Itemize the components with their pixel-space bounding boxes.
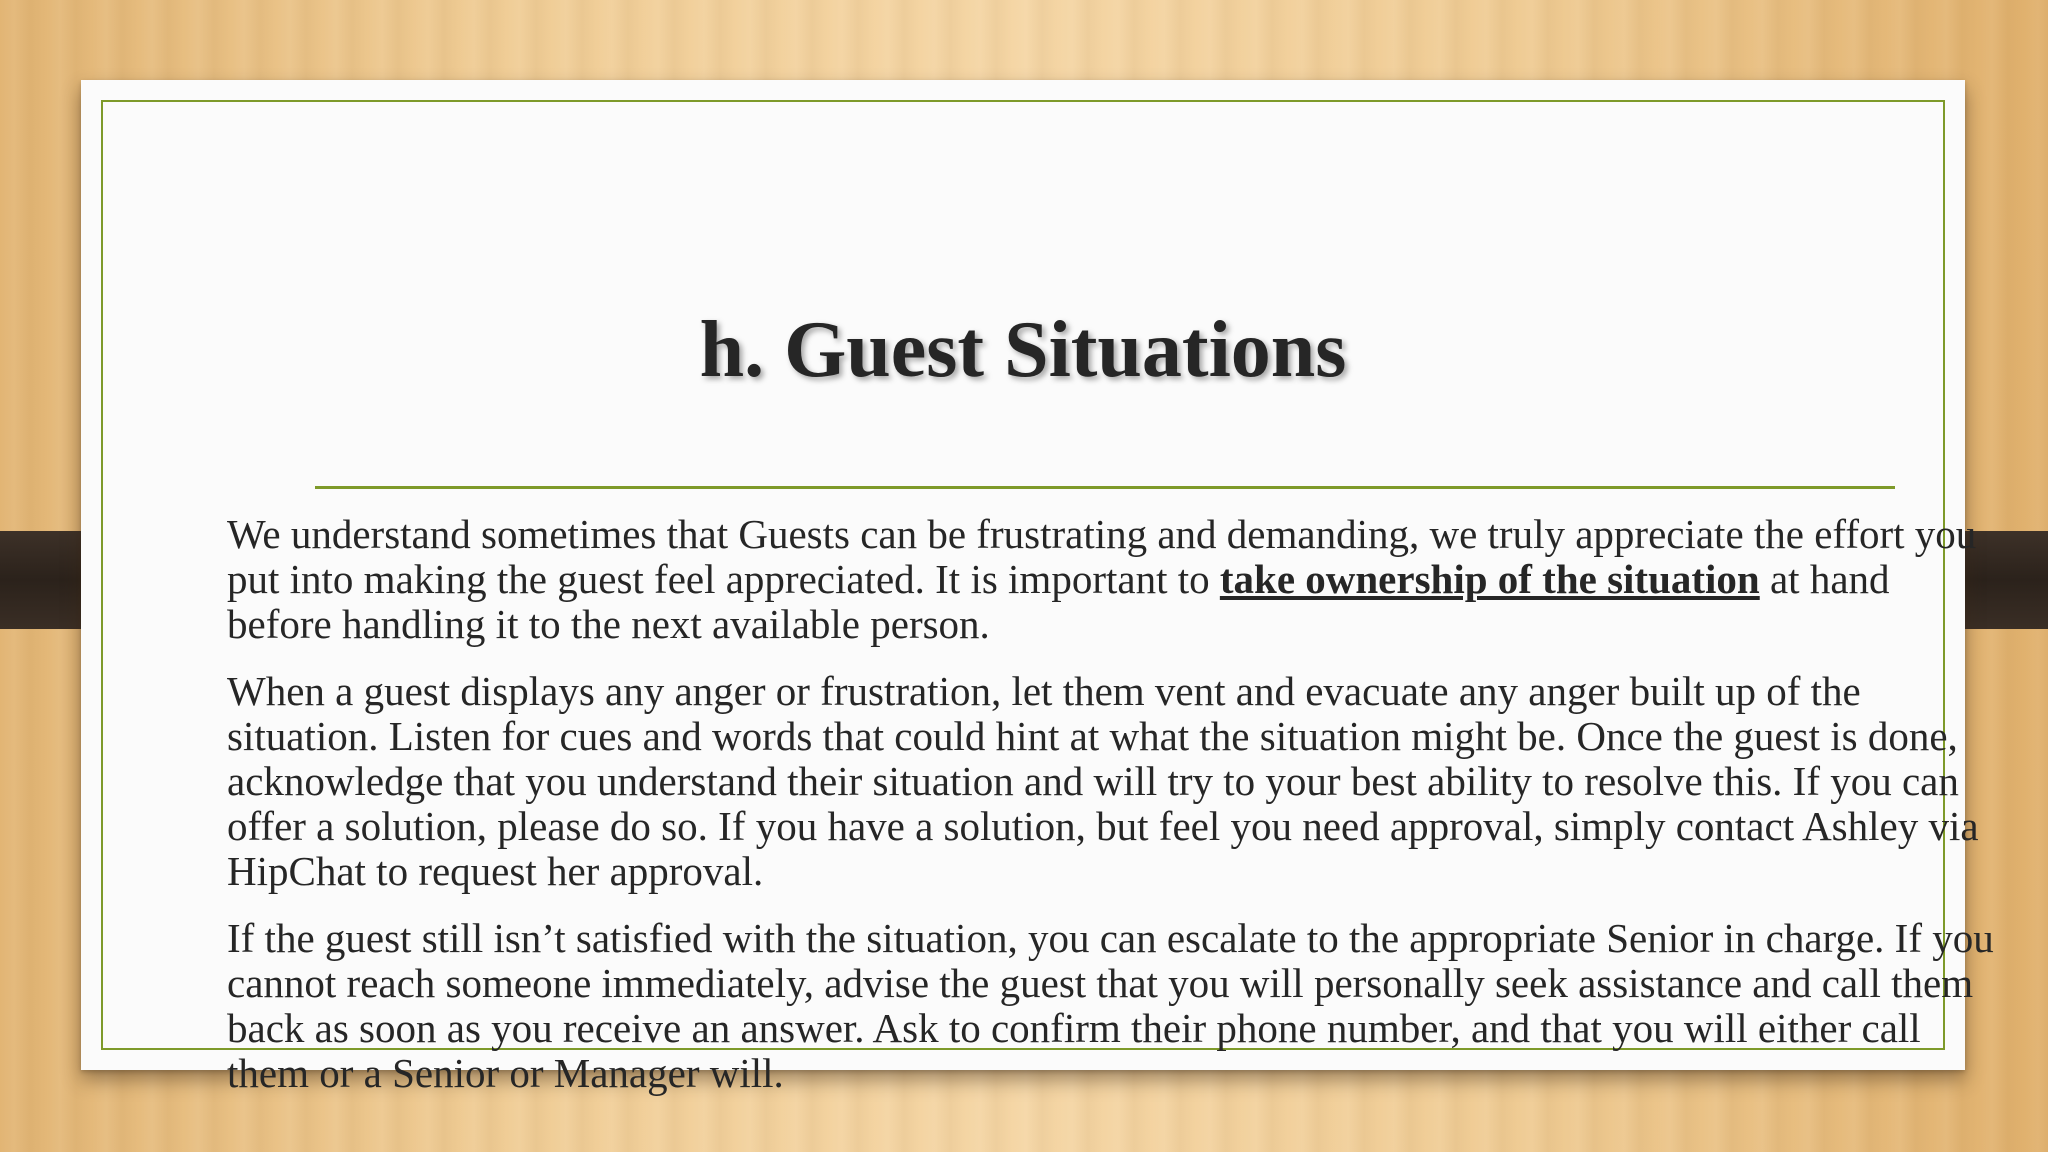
paragraph-anger-handling: When a guest displays any anger or frustration, let them vent and evacuate any anger built up of the situation. Listen for cues and words that could hint at what the situation might be. Once the guest is done, acknowledge that you understand their situation and will try to your best ability to resolve this. If you can offer a solution, please do so. If you have a solution, but feel you need approval, simply contact Ashley via HipChat to request her approval. bbox=[227, 668, 1979, 894]
slide-title: h. Guest Situations bbox=[699, 306, 1347, 394]
slide-body bbox=[227, 512, 1997, 1118]
paragraph-ownership-start: We understand sometimes that Guests can be frustrating and demanding, we truly appreciate the effort you put into making the guest feel appreciated. It is important to bbox=[227, 511, 1977, 602]
paragraph-ownership bbox=[227, 512, 1997, 647]
title-divider bbox=[315, 486, 1895, 489]
paragraph-ownership-end: at hand before handling it to the next available person. bbox=[227, 556, 1890, 647]
ownership-emphasis: take ownership of the situation bbox=[1219, 556, 1760, 602]
paragraph-escalation: If the guest still isn’t satisfied with the situation, you can escalate to the appropriate Senior in charge. If you cannot reach someone immediately, advise the guest that you will personally seek assistance and call them back as soon as you receive an answer. Ask to confirm their phone number, and that you will either call them or a Senior or Manager will. bbox=[227, 915, 1994, 1096]
slide-card bbox=[81, 80, 1994, 1096]
